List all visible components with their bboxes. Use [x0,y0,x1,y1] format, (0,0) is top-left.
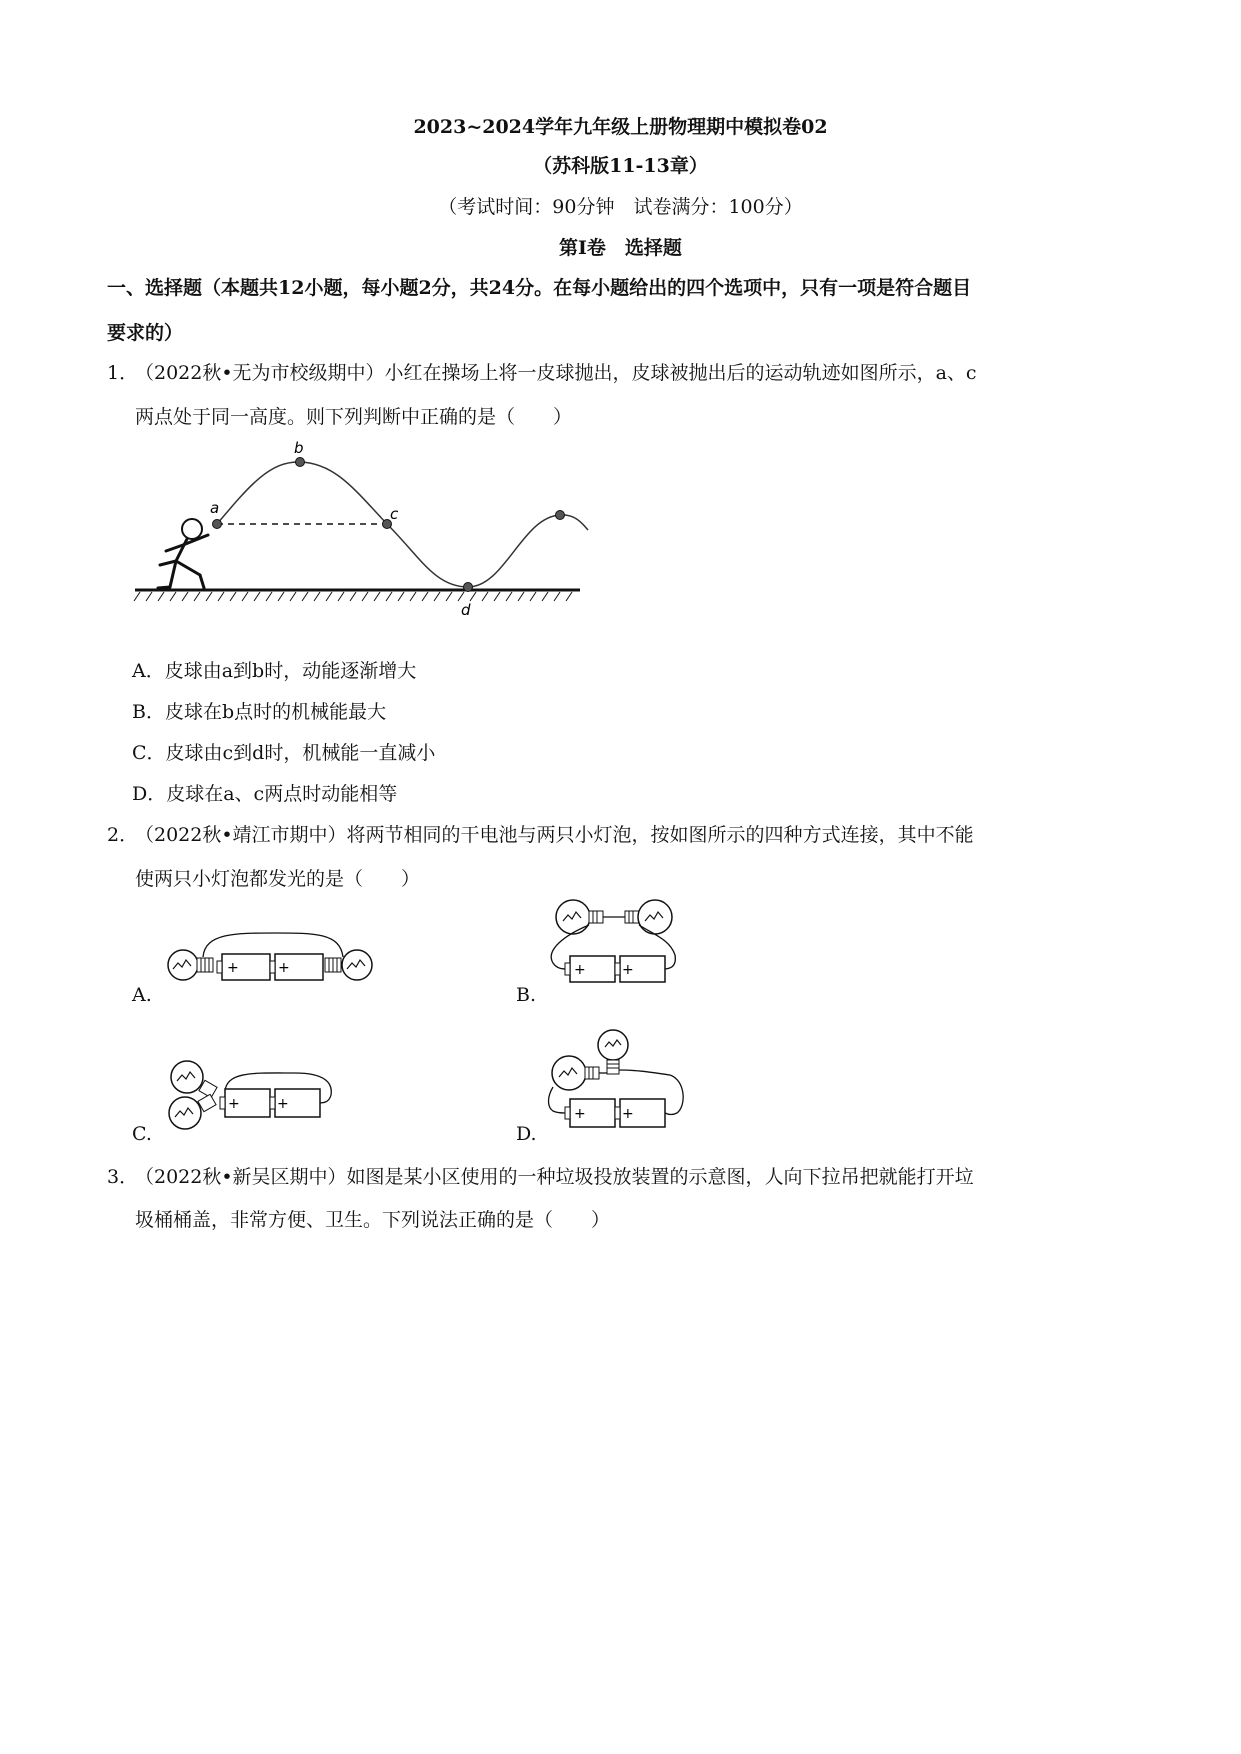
exam-info: （考试时间：90分钟 试卷满分：100分） [438,196,803,218]
battery-plus-label: + [622,962,634,978]
battery-icon [615,956,665,982]
point-b-label: b [294,439,304,457]
bulb-icon [325,950,372,980]
circuit-b-figure [545,895,695,990]
q2-option-a-label: A. [132,984,152,1006]
battery-plus-label: + [622,1106,634,1122]
q2-option-d-label: D. [516,1123,537,1145]
bulb-icon [552,1056,599,1090]
circuit-a-figure [165,925,380,987]
bulb-icon [169,1094,216,1129]
battery-icon [217,954,270,980]
battery-icon [565,1099,615,1127]
exam-title: 2023~2024学年九年级上册物理期中模拟卷02 [413,116,828,138]
battery-plus-label: + [277,1096,289,1112]
battery-plus-label: + [574,1106,586,1122]
battery-plus-label: + [574,962,586,978]
q1-trajectory-figure [130,435,600,625]
battery-icon [220,1089,270,1117]
q1-number: 1． [107,362,139,384]
point-a-label: a [210,499,220,517]
point-d-label: d [461,601,471,619]
q1-stem-line1: （2022秋•无为市校级期中）小红在操场上将一皮球抛出，皮球被抛出后的运动轨迹如图所示，a、c [135,362,977,384]
section-heading-line2: 要求的） [107,322,184,344]
battery-icon [565,956,615,982]
bulb-icon [598,1030,628,1074]
bulb-icon [625,900,672,934]
q3-stem-line2: 圾桶桶盖，非常方便、卫生。下列说法正确的是（ ） [135,1209,611,1231]
exam-subtitle: （苏科版11-13章） [533,155,708,177]
q2-number: 2． [107,824,139,846]
q1-stem-line2: 两点处于同一高度。则下列判断中正确的是（ ） [135,406,573,428]
battery-icon [270,954,323,980]
battery-icon [615,1099,665,1127]
battery-plus-label: + [278,960,290,976]
bulb-icon [171,1061,217,1098]
battery-plus-label: + [228,1096,240,1112]
q1-option-c: C．皮球由c到d时，机械能一直减小 [132,742,436,764]
q2-stem-line1: （2022秋•靖江市期中）将两节相同的干电池与两只小灯泡，按如图所示的四种方式连接，其中不能 [135,824,974,846]
q2-stem-line2: 使两只小灯泡都发光的是（ ） [135,868,421,890]
q1-option-a: A．皮球由a到b时，动能逐渐增大 [132,660,417,682]
circuit-d-figure [545,1025,695,1140]
section-heading-line1: 一、选择题（本题共12小题，每小题2分，共24分。在每小题给出的四个选项中，只有一项是符合题目 [107,277,972,299]
q2-option-b-label: B. [516,984,537,1006]
battery-plus-label: + [227,960,239,976]
q1-option-d: D．皮球在a、c两点时动能相等 [132,783,398,805]
q3-number: 3． [107,1166,139,1188]
volume-heading: 第Ⅰ卷 选择题 [559,237,682,259]
point-c-label: c [390,505,399,523]
circuit-c-figure [165,1055,340,1135]
q1-option-b: B．皮球在b点时的机械能最大 [132,701,387,723]
q2-option-c-label: C. [132,1123,152,1145]
q3-stem-line1: （2022秋•新吴区期中）如图是某小区使用的一种垃圾投放装置的示意图，人向下拉吊把就能打开垃 [135,1166,974,1188]
stick-figure-icon [158,519,208,588]
bulb-icon [168,950,213,980]
battery-icon [270,1089,320,1117]
